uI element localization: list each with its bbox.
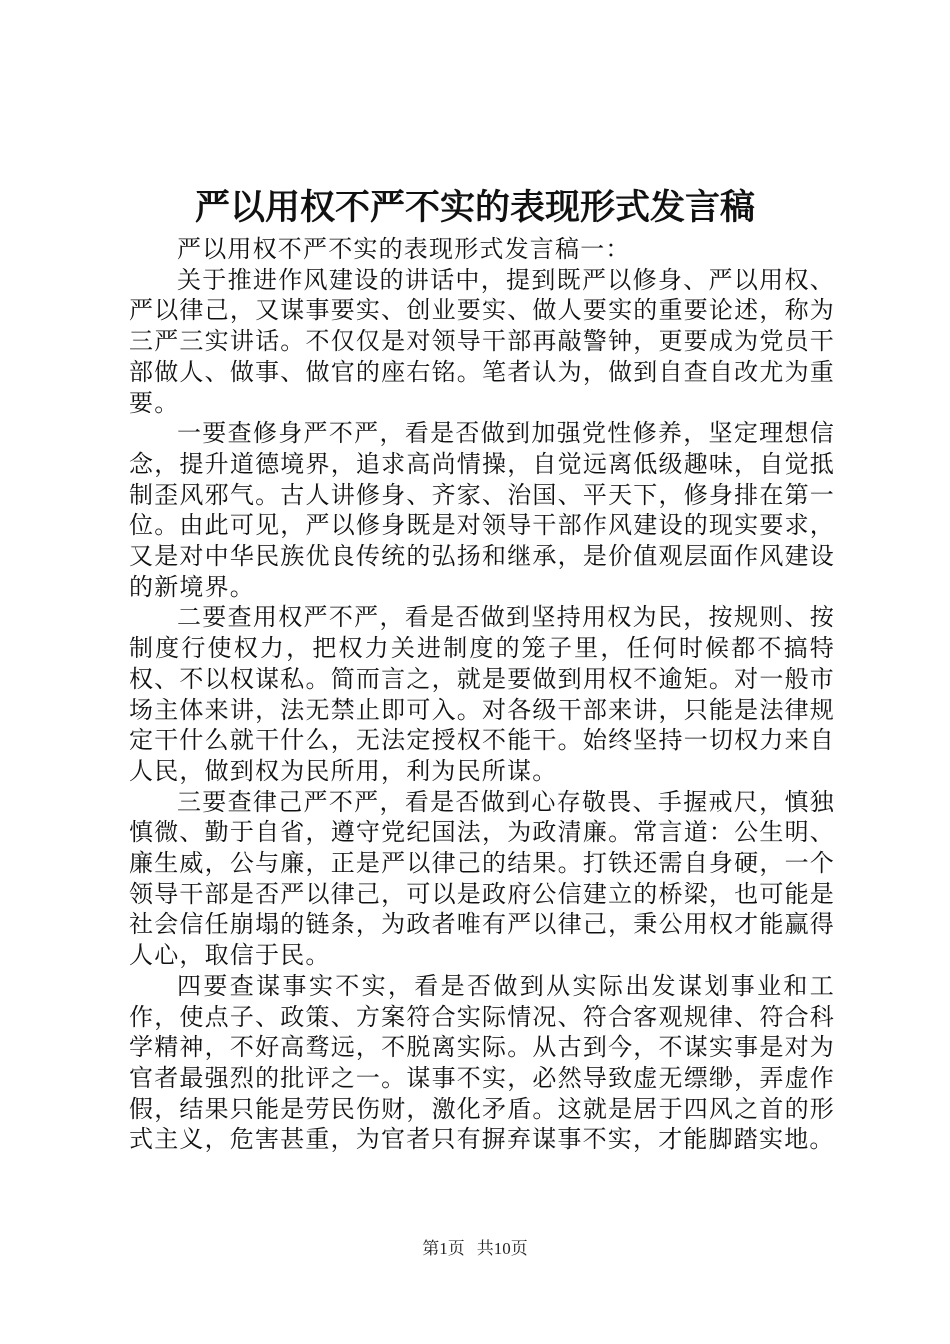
document-title: 严以用权不严不实的表现形式发言稿 xyxy=(194,187,755,228)
paragraph-4: 三要查律己严不严，看是否做到心存敬畏、手握戒尺，慎独慎微、勤于自省，遵守党纪国法，为政清廉。常言道：公生明、廉生威，公与廉，正是严以律己的结果。打铁还需自身硬，一个领导干部是否严以律己，可以是政府公信建立的桥梁，也可能是社会信任崩塌的链条，为政者唯有严以律己，秉公用权才能赢得人心，取信于民。 xyxy=(129,787,835,970)
paragraph-1: 关于推进作风建设的讲话中，提到既严以修身、严以用权、严以律己，又谋事要实、创业要实、做人要实的重要论述，称为三严三实讲话。不仅仅是对领导干部再敲警钟，更要成为党员干部做人、做事、做官的座右铭。笔者认为，做到自查自改尤为重要。 xyxy=(129,265,835,417)
page-number: 第1页 xyxy=(422,1239,465,1258)
paragraph-3: 二要查用权严不严，看是否做到坚持用权为民，按规则、按制度行使权力，把权力关进制度的笼子里，任何时候都不搞特权、不以权谋私。简而言之，就是要做到用权不逾矩。对一般市场主体来讲，法无禁止即可入。对各级干部来讲，只能是法律规定干什么就干什么，无法定授权不能干。始终坚持一切权力来自人民，做到权为民所用，利为民所谋。 xyxy=(129,603,835,785)
document-body xyxy=(129,234,835,1155)
paragraph-5: 四要查谋事实不实，看是否做到从实际出发谋划事业和工作，使点子、政策、方案符合实际情况、符合客观规律、符合科学精神，不好高骛远，不脱离实际。从古到今，不谋实事是对为官者最强烈的批评之一。谋事不实，必然导致虚无缥缈，弄虚作假，结果只能是劳民伤财，激化矛盾。这就是居于四风之首的形式主义，危害甚重，为官者只有摒弃谋事不实，才能脚踏实地。 xyxy=(129,971,835,1154)
page-footer xyxy=(0,1237,950,1261)
paragraph-intro: 严以用权不严不实的表现形式发言稿一： xyxy=(177,235,631,263)
page-total: 共10页 xyxy=(476,1239,528,1258)
paragraph-2: 一要查修身严不严，看是否做到加强党性修养，坚定理想信念，提升道德境界，追求高尚情操，自觉远离低级趣味，自觉抵制歪风邪气。古人讲修身、齐家、治国、平天下，修身排在第一位。由此可见，严以修身既是对领导干部作风建设的现实要求，又是对中华民族优良传统的弘扬和继承，是价值观层面作风建设的新境界。 xyxy=(129,419,835,601)
